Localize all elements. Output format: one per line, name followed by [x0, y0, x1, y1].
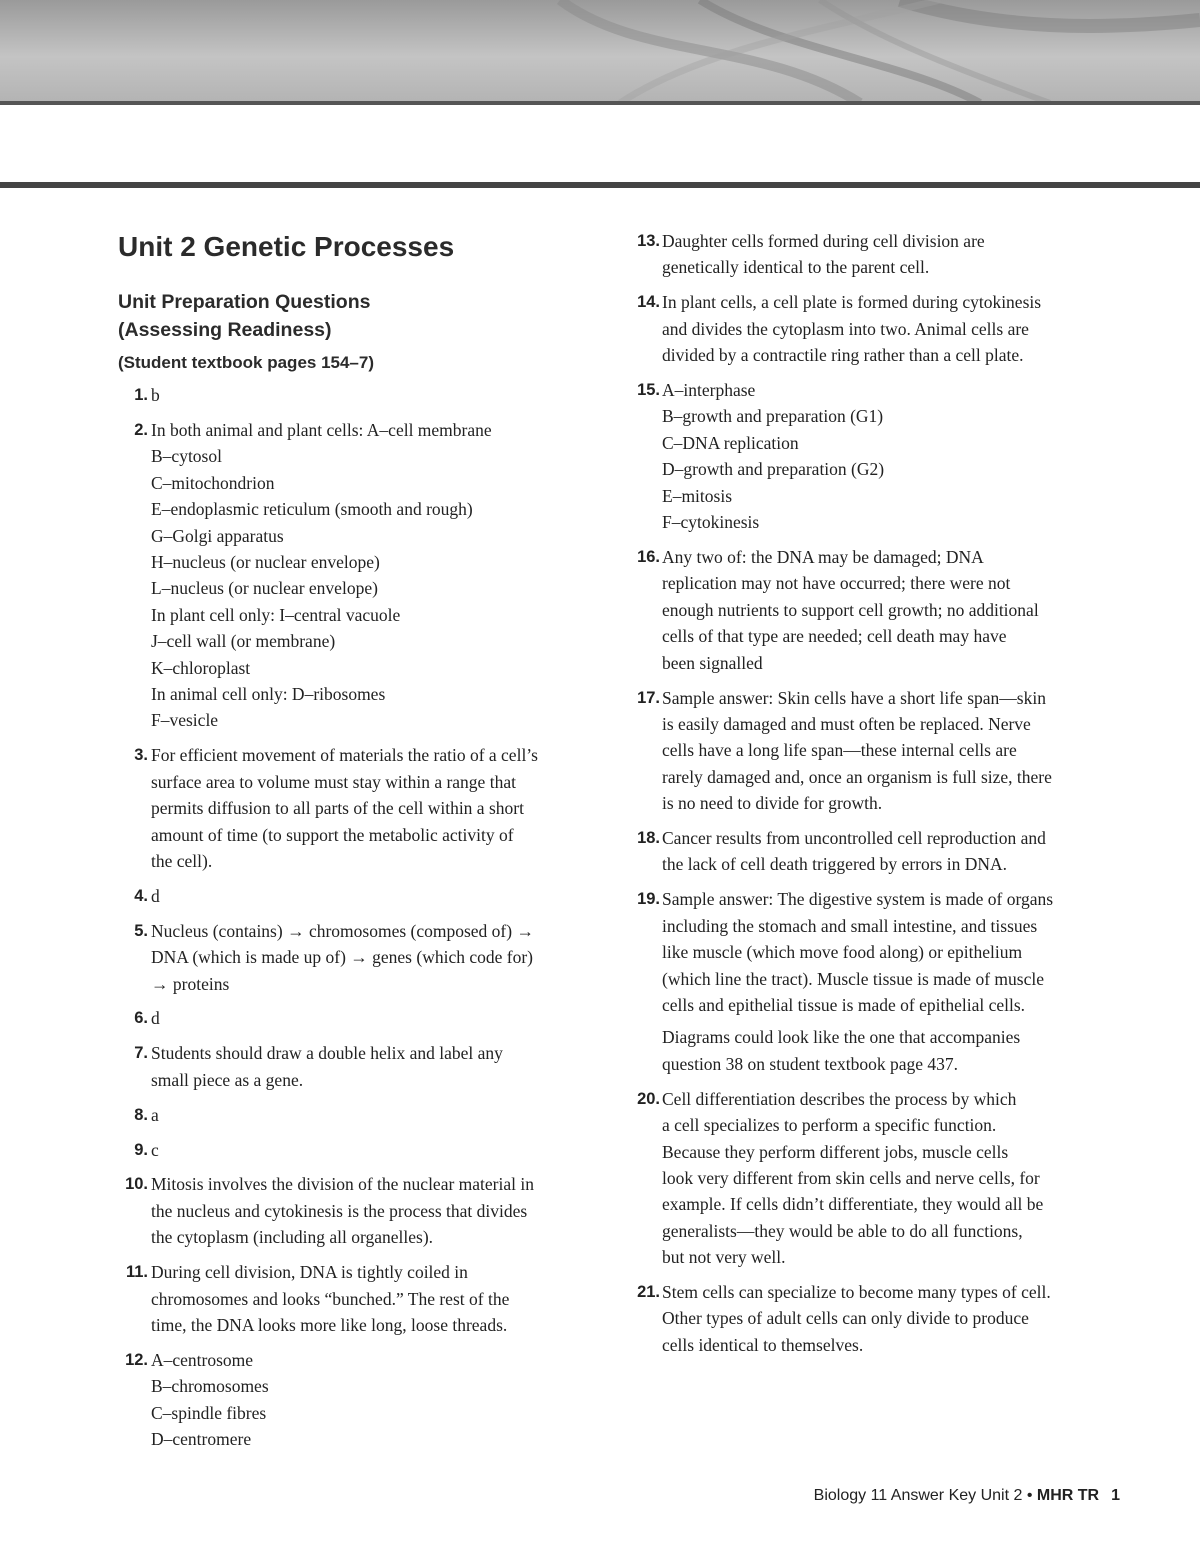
answer-line: A–centrosome: [151, 1349, 254, 1370]
answer-line: surface area to volume must stay within a range that: [151, 771, 516, 792]
answer-line: Students should draw a double helix and label any: [151, 1043, 503, 1064]
answer-line: B–chromosomes: [151, 1376, 269, 1397]
answer-line: amount of time (to support the metabolic activity of: [151, 824, 514, 845]
answer-line: d: [151, 1008, 160, 1029]
answer-line: b: [151, 385, 160, 405]
answer-item: [628, 228, 1120, 281]
answer-line: (which line the tract). Muscle tissue is made of muscle: [662, 968, 1044, 989]
section-heading-line2: (Assessing Readiness): [118, 319, 332, 341]
answer-line: D–centromere: [151, 1429, 252, 1450]
answer-line: B–growth and preparation (G1): [662, 406, 884, 427]
answer-line: In both animal and plant cells: A–cell membrane: [151, 419, 492, 440]
answer-line: G–Golgi apparatus: [151, 525, 284, 546]
answer-line: C–spindle fibres: [151, 1402, 267, 1423]
answer-line: but not very well.: [662, 1247, 786, 1268]
answer-item: [118, 382, 598, 408]
answer-item: [118, 1137, 598, 1163]
answer-line: question 38 on student textbook page 437.: [662, 1053, 959, 1074]
answer-line: J–cell wall (or membrane): [151, 631, 336, 652]
answer-line: chromosomes and looks “bunched.” The rest of the: [151, 1288, 510, 1309]
answer-line: permits diffusion to all parts of the cell within a short: [151, 798, 524, 819]
answer-line: d: [151, 885, 160, 906]
answer-number: 18.: [637, 829, 660, 848]
right-question-list: [628, 228, 1120, 1358]
answer-number: 5.: [134, 921, 148, 940]
answer-number: 15.: [637, 381, 660, 400]
answer-item: [628, 377, 1120, 535]
answer-number: 14.: [637, 293, 660, 312]
page-footer: [700, 1487, 1120, 1505]
answer-line: C–mitochondrion: [151, 472, 275, 493]
answer-line: the lack of cell death triggered by errors in DNA.: [662, 854, 1008, 875]
answer-line: Other types of adult cells can only divide to produce: [662, 1308, 1029, 1329]
answer-item: [118, 1005, 598, 1031]
answer-line: look very different from skin cells and nerve cells, for: [662, 1167, 1040, 1188]
answer-line: cells identical to themselves.: [662, 1334, 864, 1355]
answer-line: Diagrams could look like the one that accompanies: [662, 1027, 1021, 1048]
answer-number: 11.: [125, 1263, 148, 1282]
answer-line: the cell).: [151, 850, 213, 871]
answer-line: example. If cells didn’t differentiate, they would all be: [662, 1194, 1044, 1215]
answer-line: enough nutrients to support cell growth; no additional: [662, 599, 1039, 620]
answer-number: 9.: [134, 1140, 148, 1159]
answer-item: [628, 1279, 1120, 1358]
answer-line: cells have a long life span—these internal cells are: [662, 740, 1017, 761]
answer-number: 7.: [134, 1044, 148, 1063]
answer-extra-paragraph: [662, 1024, 1120, 1077]
answer-item: [118, 918, 598, 997]
answer-line: K–chloroplast: [151, 657, 251, 678]
answer-line: F–cytokinesis: [662, 512, 760, 533]
answer-number: 20.: [637, 1089, 660, 1108]
footer-brand: MHR TR: [1036, 1487, 1100, 1504]
answer-line: DNA (which is made up of) → genes (which code for): [151, 947, 533, 968]
answer-line: Cancer results from uncontrolled cell reproduction and: [662, 828, 1046, 849]
answer-line: Sample answer: The digestive system is made of organs: [662, 889, 1054, 910]
answer-item: [628, 886, 1120, 1077]
left-column: [118, 228, 598, 1461]
header-banner: [0, 0, 1200, 103]
answer-item: [118, 1259, 598, 1338]
answer-number: 8.: [134, 1105, 148, 1124]
answer-line: Mitosis involves the division of the nuclear material in: [151, 1174, 534, 1195]
answer-item: [628, 685, 1120, 817]
section-heading-line1: Unit Preparation Questions: [118, 291, 371, 313]
answer-line: the nucleus and cytokinesis is the process that divides: [151, 1200, 528, 1221]
answer-line: D–growth and preparation (G2): [662, 459, 885, 480]
answer-line: cells and epithelial tissue is made of epithelial cells.: [662, 994, 1026, 1015]
answer-line: For efficient movement of materials the ratio of a cell’s: [151, 745, 538, 766]
answer-line: like muscle (which move food along) or epithelium: [662, 942, 1023, 963]
left-question-list: [118, 382, 598, 1453]
banner-bottom-line: [0, 101, 1200, 105]
answer-item: [118, 1102, 598, 1128]
answer-line: Daughter cells formed during cell division are: [662, 231, 985, 251]
answer-line: rarely damaged and, once an organism is full size, there: [662, 766, 1052, 787]
answer-line: C–DNA replication: [662, 432, 799, 453]
answer-line: the cytoplasm (including all organelles).: [151, 1227, 434, 1248]
answer-line: E–endoplasmic reticulum (smooth and rough): [151, 499, 473, 520]
answer-line: During cell division, DNA is tightly coiled in: [151, 1262, 468, 1283]
answer-item: [628, 289, 1120, 368]
answer-item: [628, 1086, 1120, 1271]
answer-line: a: [151, 1104, 159, 1125]
answer-number: 16.: [637, 547, 660, 566]
header-rule: [0, 182, 1200, 188]
answer-line: In plant cell only: I–central vacuole: [151, 604, 401, 625]
answer-line: H–nucleus (or nuclear envelope): [151, 551, 380, 572]
answer-line: including the stomach and small intestine, and tissues: [662, 915, 1038, 936]
page-number: 1: [1111, 1487, 1120, 1504]
answer-item: [628, 544, 1120, 676]
answer-item: [118, 1347, 598, 1453]
answer-number: 21.: [637, 1283, 660, 1302]
answer-item: [118, 1171, 598, 1250]
answer-line: Cell differentiation describes the process by which: [662, 1088, 1017, 1109]
answer-line: is no need to divide for growth.: [662, 793, 883, 814]
answer-line: been signalled: [662, 652, 763, 673]
answer-line: is easily damaged and must often be replaced. Nerve: [662, 713, 1031, 734]
answer-line: L–nucleus (or nuclear envelope): [151, 578, 378, 599]
answer-number: 3.: [134, 746, 148, 765]
answer-number: 6.: [134, 1009, 148, 1028]
answer-line: A–interphase: [662, 380, 756, 401]
answer-line: and divides the cytoplasm into two. Animal cells are: [662, 318, 1029, 339]
answer-number: 2.: [134, 420, 148, 439]
answer-line: small piece as a gene.: [151, 1069, 304, 1090]
answer-line: Sample answer: Skin cells have a short life span—skin: [662, 687, 1046, 708]
answer-line: divided by a contractile ring rather than a cell plate.: [662, 345, 1024, 366]
section-subheading: (Student textbook pages 154–7): [118, 353, 375, 372]
answer-line: F–vesicle: [151, 710, 219, 731]
footer-text: Biology 11 Answer Key Unit 2 •: [813, 1487, 1037, 1504]
right-column: [628, 228, 1120, 1367]
answer-number: 19.: [637, 890, 660, 909]
answer-line: E–mitosis: [662, 485, 733, 506]
answer-line: B–cytosol: [151, 446, 222, 467]
answer-line: replication may not have occurred; there were not: [662, 573, 1011, 594]
answer-number: 10.: [125, 1175, 148, 1194]
answer-line: In animal cell only: D–ribosomes: [151, 683, 386, 704]
answer-line: genetically identical to the parent cell.: [662, 257, 930, 278]
answer-item: [118, 417, 598, 734]
answer-line: cells of that type are needed; cell death may have: [662, 626, 1007, 647]
answer-item: [118, 1040, 598, 1093]
answer-line: In plant cells, a cell plate is formed during cytokinesis: [662, 292, 1042, 313]
answer-line: Stem cells can specialize to become many types of cell.: [662, 1282, 1051, 1303]
dna-helix-banner-graphic: [0, 0, 1200, 103]
answer-number: 17.: [637, 688, 660, 707]
answer-line: time, the DNA looks more like long, loose threads.: [151, 1315, 508, 1335]
answer-line: c: [151, 1139, 159, 1160]
answer-line: Any two of: the DNA may be damaged; DNA: [662, 546, 984, 567]
answer-line: → proteins: [151, 973, 230, 994]
answer-item: [118, 742, 598, 874]
answer-line: a cell specializes to perform a specific function.: [662, 1115, 997, 1136]
answer-number: 12.: [125, 1350, 148, 1369]
answer-line: generalists—they would be able to do all functions,: [662, 1220, 1023, 1241]
answer-line: Because they perform different jobs, muscle cells: [662, 1141, 1009, 1162]
answer-number: 13.: [637, 232, 660, 250]
answer-number: 1.: [134, 386, 148, 404]
answer-item: [118, 883, 598, 909]
answer-number: 4.: [134, 886, 148, 905]
answer-item: [628, 825, 1120, 878]
page-title: Unit 2 Genetic Processes: [118, 231, 455, 262]
answer-line: Nucleus (contains) → chromosomes (composed of) →: [151, 920, 534, 941]
